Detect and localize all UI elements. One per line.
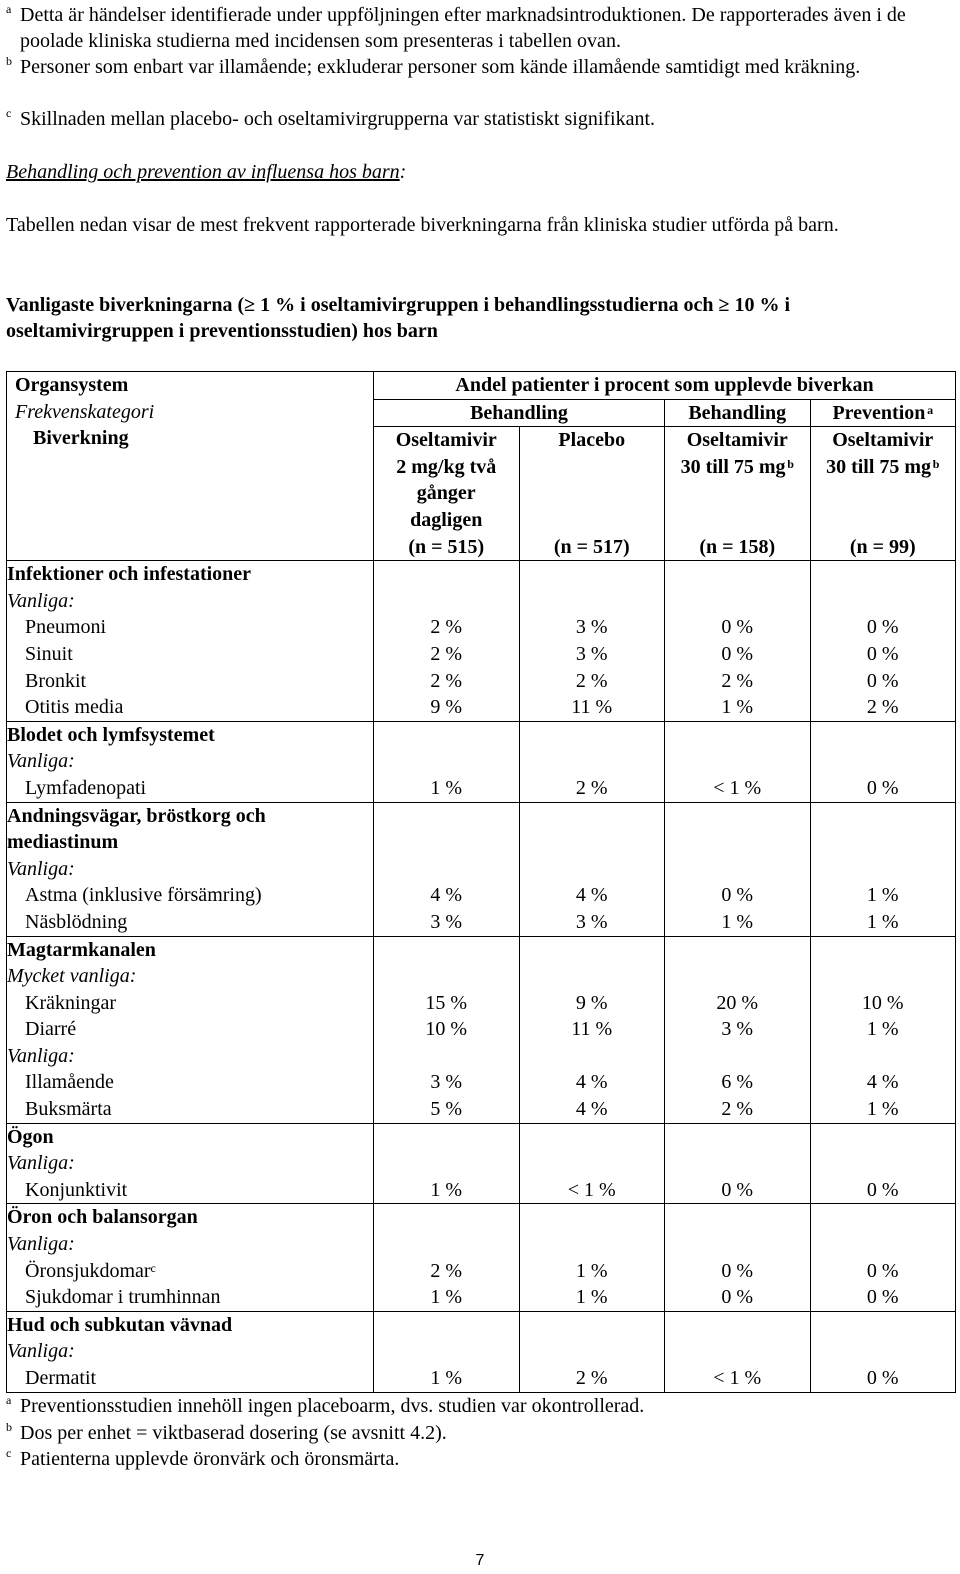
spacer bbox=[520, 803, 665, 830]
spacer bbox=[374, 748, 519, 775]
footnote-c-bottom bbox=[6, 1446, 906, 1472]
spacer bbox=[374, 1043, 519, 1070]
percent-value: < 1 % bbox=[567, 1178, 616, 1201]
percent-value: 4 % bbox=[575, 1098, 608, 1121]
frequency-category: Vanliga: bbox=[7, 1340, 75, 1363]
percent-value: 2 % bbox=[721, 1098, 754, 1121]
spacer bbox=[374, 1312, 519, 1339]
reaction-label: Näsblödning bbox=[25, 910, 128, 933]
percent-value: 0 % bbox=[866, 1178, 899, 1201]
section-values-col-1 bbox=[374, 1123, 520, 1204]
percent-value: 4 % bbox=[575, 1071, 608, 1094]
drug-4-n: (n = 99) bbox=[849, 535, 916, 558]
drug-4-dose bbox=[811, 454, 956, 481]
section-values-col-2 bbox=[519, 802, 665, 936]
spacer bbox=[520, 722, 665, 749]
organ-name: Ögon bbox=[7, 1125, 54, 1148]
adverse-reaction-name bbox=[7, 882, 373, 909]
prevention-sup: a bbox=[927, 402, 934, 417]
adverse-reaction-name bbox=[7, 1069, 373, 1096]
header-span-title: Andel patienter i procent som upplevde biverkan bbox=[374, 372, 956, 400]
organ-section bbox=[7, 936, 956, 1123]
percent-value: 1 % bbox=[575, 1286, 608, 1309]
percent-value: 0 % bbox=[866, 776, 899, 799]
organ-name: Andningsvägar, bröstkorg och mediastinum bbox=[7, 804, 266, 854]
drug-3-dose bbox=[665, 454, 810, 481]
spacer bbox=[665, 856, 810, 883]
spacer bbox=[374, 722, 519, 749]
drug-3-dose-sup: b bbox=[787, 456, 794, 471]
section-values-col-3 bbox=[665, 936, 811, 1123]
organ-name: Öron och balansorgan bbox=[7, 1206, 198, 1229]
percent-value: 9 % bbox=[430, 696, 463, 719]
percent-value: < 1 % bbox=[713, 776, 762, 799]
spacer bbox=[811, 1150, 956, 1177]
spacer bbox=[665, 722, 810, 749]
spacer bbox=[811, 856, 956, 883]
percent-value: 2 % bbox=[430, 616, 463, 639]
spacer bbox=[811, 1043, 956, 1070]
footnote-text: Dos per enhet = viktbaserad dosering (se avsnitt 4.2). bbox=[20, 1422, 447, 1444]
percent-value: 0 % bbox=[721, 1259, 754, 1282]
percent-value: 2 % bbox=[866, 696, 899, 719]
percent-value: 3 % bbox=[575, 910, 608, 933]
spacer bbox=[665, 937, 810, 964]
spacer bbox=[665, 588, 810, 615]
spacer bbox=[665, 1338, 810, 1365]
section-subheading bbox=[6, 159, 406, 185]
reaction-label: Sjukdomar i trumhinnan bbox=[25, 1286, 221, 1309]
percent-value: 3 % bbox=[430, 1071, 463, 1094]
footnote-text: Personer som enbart var illamående; exkluderar personer som kände illamående samtidigt med kräkning. bbox=[20, 56, 861, 78]
footnote-b-top bbox=[6, 54, 946, 80]
reaction-label: Kräkningar bbox=[25, 991, 117, 1014]
percent-value: 0 % bbox=[721, 616, 754, 639]
percent-value: 2 % bbox=[430, 669, 463, 692]
percent-value: 1 % bbox=[721, 910, 754, 933]
percent-value: 15 % bbox=[425, 991, 468, 1014]
spacer bbox=[520, 588, 665, 615]
spacer bbox=[811, 937, 956, 964]
section-labels bbox=[7, 1311, 374, 1392]
percent-value: 10 % bbox=[861, 991, 904, 1014]
drug-2-n: (n = 517) bbox=[553, 535, 630, 558]
frequency-category: Vanliga: bbox=[7, 1233, 75, 1256]
adverse-reaction-name bbox=[7, 990, 373, 1017]
intro-paragraph: Tabellen nedan visar de mest frekvent rapporterade biverkningarna från kliniska studier utförda på barn. bbox=[6, 214, 839, 236]
header-behandling-2: Behandling bbox=[665, 399, 811, 427]
spacer bbox=[811, 588, 956, 615]
percent-value: 9 % bbox=[575, 991, 608, 1014]
spacer bbox=[811, 1312, 956, 1339]
percent-value: 1 % bbox=[575, 1259, 608, 1282]
spacer bbox=[520, 856, 665, 883]
organ-name: Magtarmkanalen bbox=[7, 938, 156, 961]
section-values-col-1 bbox=[374, 721, 520, 802]
percent-value: 2 % bbox=[721, 669, 754, 692]
organ-name: Infektioner och infestationer bbox=[7, 563, 252, 586]
drug-1-dose: 2 mg/kg två gånger dagligen bbox=[396, 455, 497, 531]
section-values-col-1 bbox=[374, 1204, 520, 1311]
reaction-label: Pneumoni bbox=[25, 616, 107, 639]
section-values-col-2 bbox=[519, 561, 665, 722]
percent-value: 4 % bbox=[430, 884, 463, 907]
footnote-mark: c bbox=[6, 106, 12, 120]
section-labels bbox=[7, 561, 374, 722]
section-values-col-4 bbox=[810, 721, 956, 802]
percent-value: 10 % bbox=[425, 1018, 468, 1041]
subheading-colon: : bbox=[399, 161, 407, 183]
section-values-col-2 bbox=[519, 1204, 665, 1311]
section-values-col-2 bbox=[519, 1123, 665, 1204]
header-behandling-1: Behandling bbox=[374, 399, 665, 427]
header-drug-3 bbox=[665, 427, 811, 561]
spacer bbox=[520, 1231, 665, 1258]
footnote-b-bottom bbox=[6, 1420, 906, 1446]
organ-section bbox=[7, 721, 956, 802]
spacer bbox=[374, 561, 519, 588]
reaction-label: Diarré bbox=[25, 1018, 77, 1041]
section-values-col-3 bbox=[665, 1204, 811, 1311]
spacer bbox=[374, 1124, 519, 1151]
percent-value: 1 % bbox=[866, 1018, 899, 1041]
spacer bbox=[665, 1312, 810, 1339]
section-values-col-4 bbox=[810, 1123, 956, 1204]
subheading-text: Behandling och prevention av influensa hos barn bbox=[6, 161, 400, 183]
percent-value: 4 % bbox=[866, 1071, 899, 1094]
percent-value: 0 % bbox=[866, 1259, 899, 1282]
spacer bbox=[374, 803, 519, 830]
percent-value: 0 % bbox=[721, 642, 754, 665]
spacer bbox=[665, 561, 810, 588]
spacer bbox=[520, 1312, 665, 1339]
header-drug-2 bbox=[519, 427, 665, 561]
section-values-col-2 bbox=[519, 1311, 665, 1392]
spacer bbox=[665, 1043, 810, 1070]
header-drug-4 bbox=[810, 427, 956, 561]
section-values-col-1 bbox=[374, 1311, 520, 1392]
spacer bbox=[374, 1338, 519, 1365]
adverse-reaction-name bbox=[7, 775, 373, 802]
percent-value: 11 % bbox=[571, 696, 613, 719]
spacer bbox=[520, 748, 665, 775]
table-title: Vanligaste biverkningarna (≥ 1 % i oseltamivirgruppen i behandlingsstudierna och ≥ 10 % i oseltamivirgruppen i preventionsstudien) hos barn bbox=[6, 294, 791, 342]
percent-value: 6 % bbox=[721, 1071, 754, 1094]
percent-value: 0 % bbox=[721, 1178, 754, 1201]
section-labels bbox=[7, 802, 374, 936]
percent-value: < 1 % bbox=[713, 1367, 762, 1389]
drug-1-name: Oseltamivir bbox=[395, 429, 497, 452]
percent-value: 3 % bbox=[575, 642, 608, 665]
section-values-col-2 bbox=[519, 721, 665, 802]
percent-value: 1 % bbox=[430, 1286, 463, 1309]
spacer bbox=[665, 1124, 810, 1151]
adverse-reaction-name bbox=[7, 641, 373, 668]
drug-2-name: Placebo bbox=[558, 429, 626, 452]
percent-value: 20 % bbox=[716, 991, 759, 1014]
reaction-label: Buksmärta bbox=[25, 1098, 112, 1121]
percent-value: 11 % bbox=[571, 1018, 613, 1041]
spacer bbox=[520, 1124, 665, 1151]
reaction-label: Konjunktivit bbox=[25, 1178, 128, 1201]
reaction-label: Bronkit bbox=[25, 669, 87, 692]
spacer bbox=[811, 1124, 956, 1151]
percent-value: 3 % bbox=[430, 910, 463, 933]
spacer bbox=[811, 561, 956, 588]
adverse-reaction-name bbox=[7, 1258, 373, 1285]
spacer bbox=[811, 1231, 956, 1258]
adverse-reaction-name bbox=[7, 668, 373, 695]
percent-value: 4 % bbox=[575, 884, 608, 907]
spacer bbox=[811, 1338, 956, 1365]
header-frekvenskategori: Frekvenskategori bbox=[15, 400, 155, 423]
organ-name: Blodet och lymfsystemet bbox=[7, 723, 215, 746]
spacer bbox=[520, 963, 665, 990]
percent-value: 1 % bbox=[430, 776, 463, 799]
adverse-reaction-name bbox=[7, 909, 373, 936]
drug-3-n: (n = 158) bbox=[699, 535, 776, 558]
section-labels bbox=[7, 1204, 374, 1311]
section-values-col-3 bbox=[665, 721, 811, 802]
organ-section bbox=[7, 1123, 956, 1204]
drug-4-name: Oseltamivir bbox=[832, 429, 934, 452]
spacer bbox=[374, 937, 519, 964]
reaction-label: Otitis media bbox=[25, 696, 124, 719]
organ-section bbox=[7, 1204, 956, 1311]
adverse-reaction-name bbox=[7, 694, 373, 721]
organ-name: Hud och subkutan vävnad bbox=[7, 1313, 233, 1336]
spacer bbox=[520, 1150, 665, 1177]
percent-value: 2 % bbox=[575, 1367, 608, 1389]
spacer bbox=[520, 561, 665, 588]
adverse-reaction-name bbox=[7, 1365, 373, 1392]
page-number: 7 bbox=[475, 1552, 485, 1569]
reaction-label: Illamående bbox=[25, 1071, 114, 1094]
table-header-row bbox=[7, 372, 956, 400]
frequency-category: Vanliga: bbox=[7, 1044, 75, 1067]
spacer bbox=[811, 1204, 956, 1231]
spacer bbox=[811, 829, 956, 856]
percent-value: 1 % bbox=[866, 910, 899, 933]
footnote-mark: a bbox=[6, 2, 12, 16]
footnote-text: Detta är händelser identifierade under uppföljningen efter marknadsintroduktionen. De rapporterades även i de poolade kliniska studierna med incidensen som presenteras i tabellen ovan. bbox=[20, 4, 906, 52]
prevention-label: Prevention bbox=[832, 401, 926, 424]
drug-3-dose-text: 30 till 75 mg bbox=[680, 455, 786, 478]
section-values-col-4 bbox=[810, 1204, 956, 1311]
spacer bbox=[374, 588, 519, 615]
spacer bbox=[811, 748, 956, 775]
footnote-a-top bbox=[6, 2, 946, 54]
frequency-category: Vanliga: bbox=[7, 589, 75, 612]
spacer bbox=[374, 1231, 519, 1258]
drug-4-dose-sup: b bbox=[932, 456, 940, 471]
reaction-label: Astma (inklusive försämring) bbox=[25, 884, 262, 907]
frequency-category: Mycket vanliga: bbox=[7, 965, 137, 988]
footnote-text: Patienterna upplevde öronvärk och öronsmärta. bbox=[20, 1448, 400, 1470]
spacer bbox=[811, 963, 956, 990]
spacer bbox=[665, 748, 810, 775]
percent-value: 1 % bbox=[866, 884, 899, 907]
section-values-col-4 bbox=[810, 1311, 956, 1392]
reaction-label: Sinuit bbox=[25, 642, 73, 665]
percent-value: 0 % bbox=[866, 669, 899, 692]
section-values-col-2 bbox=[519, 936, 665, 1123]
section-values-col-3 bbox=[665, 802, 811, 936]
header-first-column bbox=[7, 372, 374, 561]
spacer bbox=[520, 829, 665, 856]
percent-value: 0 % bbox=[866, 642, 899, 665]
percent-value: 0 % bbox=[866, 1367, 899, 1389]
section-labels bbox=[7, 1123, 374, 1204]
section-labels bbox=[7, 936, 374, 1123]
percent-value: 2 % bbox=[575, 776, 608, 799]
footnote-mark: b bbox=[6, 1420, 12, 1434]
section-values-col-4 bbox=[810, 936, 956, 1123]
footnote-a-bottom bbox=[6, 1393, 906, 1419]
header-biverkning: Biverkning bbox=[33, 427, 129, 450]
percent-value: 3 % bbox=[721, 1018, 754, 1041]
percent-value: 0 % bbox=[721, 1286, 754, 1309]
drug-1-n: (n = 515) bbox=[408, 535, 485, 558]
header-organsystem: Organsystem bbox=[15, 374, 129, 396]
spacer bbox=[811, 722, 956, 749]
percent-value: 1 % bbox=[721, 696, 754, 719]
reaction-label: Öronsjukdomar bbox=[25, 1259, 151, 1282]
footnote-text: Skillnaden mellan placebo- och oseltamivirgrupperna var statistiskt signifikant. bbox=[20, 108, 656, 130]
spacer bbox=[520, 1338, 665, 1365]
footnote-text: Preventionsstudien innehöll ingen placeboarm, dvs. studien var okontrollerad. bbox=[20, 1395, 645, 1417]
section-values-col-3 bbox=[665, 1123, 811, 1204]
spacer bbox=[520, 1204, 665, 1231]
percent-value: 0 % bbox=[866, 616, 899, 639]
organ-section bbox=[7, 561, 956, 722]
spacer bbox=[520, 937, 665, 964]
percent-value: 1 % bbox=[430, 1178, 463, 1201]
frequency-category: Vanliga: bbox=[7, 857, 75, 880]
spacer bbox=[665, 829, 810, 856]
adverse-reaction-name bbox=[7, 1177, 373, 1204]
section-values-col-3 bbox=[665, 1311, 811, 1392]
spacer bbox=[665, 803, 810, 830]
percent-value: 1 % bbox=[866, 1098, 899, 1121]
percent-value: 2 % bbox=[430, 642, 463, 665]
section-values-col-1 bbox=[374, 936, 520, 1123]
organ-section bbox=[7, 1311, 956, 1392]
percent-value: 2 % bbox=[430, 1259, 463, 1282]
adverse-reaction-name bbox=[7, 1016, 373, 1043]
spacer bbox=[665, 1204, 810, 1231]
spacer bbox=[665, 1150, 810, 1177]
organ-section bbox=[7, 802, 956, 936]
spacer bbox=[374, 1204, 519, 1231]
drug-4-dose-text: 30 till 75 mg bbox=[826, 455, 932, 478]
section-labels bbox=[7, 721, 374, 802]
footnote-mark: c bbox=[6, 1446, 12, 1460]
adverse-events-table bbox=[6, 371, 956, 1393]
spacer bbox=[374, 829, 519, 856]
percent-value: 3 % bbox=[575, 616, 608, 639]
footnote-c-top bbox=[6, 106, 946, 132]
percent-value: 2 % bbox=[575, 669, 608, 692]
reaction-label: Dermatit bbox=[25, 1367, 97, 1389]
drug-3-name: Oseltamivir bbox=[686, 429, 788, 452]
percent-value: 0 % bbox=[721, 884, 754, 907]
reaction-label: Lymfadenopati bbox=[25, 776, 147, 799]
adverse-reaction-name bbox=[7, 614, 373, 641]
spacer bbox=[665, 1231, 810, 1258]
section-values-col-1 bbox=[374, 561, 520, 722]
section-values-col-4 bbox=[810, 561, 956, 722]
spacer bbox=[665, 963, 810, 990]
footnote-mark: a bbox=[6, 1393, 12, 1407]
section-values-col-1 bbox=[374, 802, 520, 936]
spacer bbox=[374, 1150, 519, 1177]
frequency-category: Vanliga: bbox=[7, 1152, 75, 1175]
adverse-reaction-name bbox=[7, 1284, 373, 1311]
footnote-mark: b bbox=[6, 54, 12, 68]
frequency-category: Vanliga: bbox=[7, 750, 75, 773]
section-values-col-4 bbox=[810, 802, 956, 936]
header-drug-1 bbox=[374, 427, 520, 561]
section-values-col-3 bbox=[665, 561, 811, 722]
percent-value: 5 % bbox=[430, 1098, 463, 1121]
spacer bbox=[520, 1043, 665, 1070]
adverse-reaction-name bbox=[7, 1096, 373, 1123]
percent-value: 0 % bbox=[866, 1286, 899, 1309]
spacer bbox=[374, 963, 519, 990]
header-prevention bbox=[810, 399, 956, 427]
percent-value: 1 % bbox=[430, 1367, 463, 1389]
reaction-sup: c bbox=[150, 1260, 156, 1275]
spacer bbox=[374, 856, 519, 883]
spacer bbox=[811, 803, 956, 830]
